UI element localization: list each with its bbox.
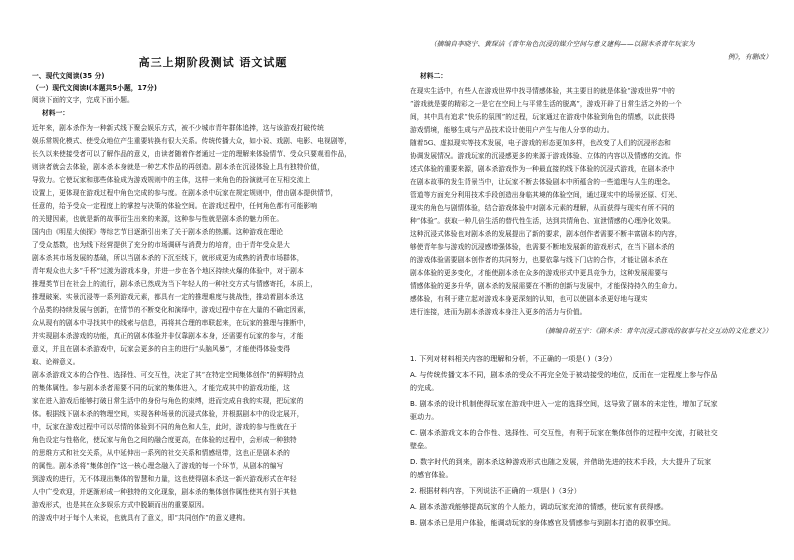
paragraph-line: 的集体属性。参与剧本杀者需要不同的玩家的集体进入，才能完成其中的游戏功能，这 — [32, 384, 290, 392]
paragraph-line: 这种沉浸式体验也对剧本杀的发展提出了新的要求，剧本创作者需要不断丰富剧本的内容， — [410, 230, 682, 238]
paragraph-line: 娱乐常规化模式、使受众地位产生重要转换有很大关系。传统传播大众，如小说、戏剧、电影、电视剧等， — [32, 137, 352, 145]
paragraph-line: 间，其中具有追求“快乐的氛围”的过程，玩家通过在游戏中体验到角色的情感，以此获得 — [410, 113, 675, 121]
paragraph-line: 进行连接，进而为剧本杀游戏本身注入更多的活力与价值。 — [410, 308, 587, 316]
paragraph-line: 青年观众也大多“千杯”过渡为游戏本身，并进一步在各个地区持续火爆的体验中，对于剧本 — [32, 267, 304, 275]
paragraph-line: 种“体验”。获取一种几倍生活的替代性生活，达到共情角色、宣泄情感的心理净化效果。 — [410, 217, 675, 225]
paragraph-line: 情感体验的更多升华，剧本杀的发展需要在不断的创新与发展中，才能保持持久的生命力。 — [410, 282, 682, 290]
question-option: A. 剧本杀游戏能够提高玩家的个人能力，调动玩家充沛的情感，使玩家有获得感。 — [410, 503, 668, 511]
paragraph-line: 管道等方面充分利用技术手段创造出身临其境的体验空间，通过现实中的场景还原、灯光、 — [410, 191, 682, 199]
material-label: 材料一： — [42, 109, 70, 117]
paragraph-line: 取、论辩意义。 — [32, 358, 80, 366]
citation: 例》，有删改） — [727, 53, 772, 61]
paragraph-line: 剧本体验的更多变化，才能使剧本杀在众多的游戏形式中更具竞争力，这种发展需要与 — [410, 269, 668, 277]
paragraph-line: 感体验，有利于建立起对游戏本身更深刻的认知，也可以使剧本杀更好地与现实 — [410, 295, 648, 303]
paragraph-line: 导致力。它使玩家和那些体验成为游戏规则中的主体，这样一来角色的扮演就可在互相交流上 — [32, 176, 311, 184]
paragraph-line: 中，玩家在游戏过程中可以尽情的体验到不同的角色和人生，此时，游戏的参与性就在于 — [32, 423, 297, 431]
paragraph-line: 近年来，剧本杀作为一种新式线下聚会娱乐方式，被不少城市青年群体追捧，这与该游戏打破传统 — [32, 124, 324, 132]
paragraph-line: 推理类节目在社会上的流行，剧本杀已然成为当下年轻人的一种社交方式与情感寄托，本质上， — [32, 280, 318, 288]
question-1: 1. 下列对材料相关内容的理解和分析，不正确的一项是( )（3分） — [410, 355, 617, 363]
paragraph-line: 游戏情境，能够生成与产品技术设计使用户产生与他人分享的动力。 — [410, 126, 614, 134]
citation: （摘编自李晓宇、黄琛洁《青年角色沉浸的媒介空间与意义建构——以剧本杀青年玩家为 — [430, 40, 695, 48]
paragraph-line: 在剧本故事的发生背景当中，让玩家不断去体验剧本中所蕴含的一些道理与人生的理念。 — [410, 178, 675, 186]
paragraph-line: 在现实生活中，有些人在游戏世界中找寻情感体验，其主要目的就是体验“游戏世界”中的 — [410, 87, 675, 95]
paragraph-line: 长久以来使接受者可以了解作品的意义，由读者随着作者通过一定的理解来体验情节、受众只要观看作品， — [32, 150, 352, 158]
paragraph-line: 任意的，给予受众一定程度上的掌控与决策的体验空间。在游戏过程中，任何角色都有可能影响 — [32, 202, 318, 210]
paragraph-line: 体。根据线下剧本杀的物理空间，实现各种场景的沉浸式体验，并根据剧本中的设定展开， — [32, 410, 304, 418]
paragraph-line: 剧本杀游戏文本的合作性、选择性、可交互性，决定了其“在特定空间集体创作”的鲜明特点 — [32, 371, 304, 379]
paragraph-line: 角色设定与性格化，使玩家与角色之间的融合度更高，在体验的过程中，会形成一种独特 — [32, 436, 297, 444]
question-option: C. 剧本杀游戏文本的合作性、选择性、可交互性，有利于玩家在集体创作的过程中交流，打破社交 — [410, 429, 718, 437]
paragraph-line: 则读者就会去体验，剧本杀本身就是一种艺术作品的再创造。剧本杀在沉浸体验上具有独特价值， — [32, 163, 324, 171]
paragraph-line: 够使青年参与游戏的沉浸感增强体验，也需要不断地发展新的游戏形式，在当下剧本杀的 — [410, 243, 675, 251]
question-2: 2. 根据材料内容，下列说法不正确的一项是( )（3分） — [410, 487, 581, 495]
page-title: 高三上期阶段测试 语文试题 — [138, 56, 288, 69]
paragraph-line: 意义，并且在剧本杀游戏中，玩家会更多的自主的进行“头脑风暴”，才能使得体验变得 — [32, 345, 291, 353]
paragraph-line: 述式体验的重要来源，剧本杀游戏作为一种最直接的线下体验的沉浸式游戏，在剧本杀中 — [410, 165, 675, 173]
question-option: A. 与传统传播文本不同，剧本杀的受众不再完全处于被动接受的地位，反而在一定程度上参与作品 — [410, 371, 718, 379]
citation: （摘编自胡玉宇：《剧本杀：青年沉浸式游戏的叙事与社交互动的文化意义》） — [541, 327, 772, 335]
paragraph-line: 剧本杀其市场发展的基础，所以当剧本杀的下沉至线下，就形成更为成熟的消费市场群体， — [32, 254, 304, 262]
subsection-heading: （一）现代文阅读Ⅰ(本题共5小题，17分) — [32, 84, 157, 92]
paragraph-line: 的关键因素，也就是新的故事衍生出来的来源，这种参与性就是剧本杀的魅力所在。 — [32, 215, 284, 223]
question-option: B. 剧本杀的设计机制使得玩家在游戏中进入一定的选择空间，这导致了剧本的未定性，增加了玩家 — [410, 400, 718, 408]
paragraph-line: 的游戏中对于每个人来说，也就具有了意义，即“共同创作”的意义建构。 — [32, 514, 250, 522]
paragraph-line: 家在进入游戏后能够打破日常生活中的身份与角色的束缚，进而完成自我的实现，把玩家的 — [32, 397, 304, 405]
paragraph-line: 到游戏的进行，无不体现出集体的智慧和力量，这也使得剧本杀这一新兴游戏形式在年轻 — [32, 475, 297, 483]
paragraph-line: 人中广受欢迎，并逐渐形成一种独特的文化现象，剧本杀的集体创作属性使其有别于其他 — [32, 488, 297, 496]
instruction-text: 阅读下面的文字，完成下面小题。 — [32, 96, 134, 104]
paragraph-line: 的属性。剧本杀将“集体创作”这一核心理念融入了游戏的每一个环节，从剧本的编写 — [32, 462, 284, 470]
paragraph-line: 了受众基数，也为线下经营提供了充分的市场调研与消费力的培育，由于青年受众是大 — [32, 241, 290, 249]
paragraph-line: 国内由《明星大侦探》等综艺节目逐渐引出来了关于剧本杀的热潮。这种游戏在理论 — [32, 228, 284, 236]
paragraph-line: 的游戏体验需要剧本创作者的共同努力，也要依靠与线下门店的合作，才能让剧本杀在 — [410, 256, 668, 264]
question-option: B. 剧本杀已是用户体验，能调动玩家的身体感官及情感参与到剧本打造的叙事空间。 — [410, 519, 676, 527]
paragraph-line: 并实现剧本杀游戏的功能，真正的剧本体验并非仅靠剧本本身，还需要有玩家的参与，才能 — [32, 332, 304, 340]
paragraph-line: 推理破案、实景沉浸等一系列游戏元素，都具有一定的推理难度与挑战性，推动着剧本杀这 — [32, 293, 304, 301]
paragraph-line: 的思维方式和社交关系，从中延伸出一系列的社交关系和情感纽带，这也正是剧本杀的 — [32, 449, 290, 457]
paragraph-line: 个品类的持续发展与创新，在情节的不断变化和演绎中，游戏过程中存在大量的不确定因素， — [32, 306, 311, 314]
paragraph-line: 众从现有的剧本中寻找其中的线索与信息，再将其合理的串联起来，在玩家的推理与推断中， — [32, 319, 311, 327]
question-option: D. 数字时代的到来，剧本杀这种游戏形式也随之发展，并借助先进的技术手段，大大提升了玩家 — [410, 458, 712, 466]
paragraph-line: 随着5G、虚拟现实等技术发展，电子游戏的形态更加多样，也改变了人们的沉浸形态和 — [410, 139, 671, 147]
question-option: 壁垒。 — [410, 442, 432, 450]
paragraph-line: 现实的角色与剧情体验，结合游戏体验中对剧本元素的理解，从而获得与现实有所不同的 — [410, 204, 675, 212]
paragraph-line: 协调发展情况。游戏玩家的沉浸感更多的来源于游戏体验、立体的内容以及情感的交流。作 — [410, 152, 682, 160]
question-option: 的完成。 — [410, 384, 439, 392]
paragraph-line: “游戏就是要的精彩之一是它在空间上与平常生活的脱离”，游戏开辟了日常生活之外的一个 — [410, 100, 682, 108]
section-heading: 一、现代文阅读(35 分) — [32, 72, 105, 80]
question-option: 驱动力。 — [410, 413, 439, 421]
paragraph-line: 设置上，更体现在游戏过程中角色完成的参与度。在剧本杀中玩家在规定规则中，借由剧本提供情节， — [32, 189, 338, 197]
material-label: 材料二： — [420, 72, 448, 80]
paragraph-line: 游戏形式，也是其在众多娱乐方式中脱颖而出的重要原因。 — [32, 501, 209, 509]
question-option: 的感官体验。 — [410, 471, 453, 479]
